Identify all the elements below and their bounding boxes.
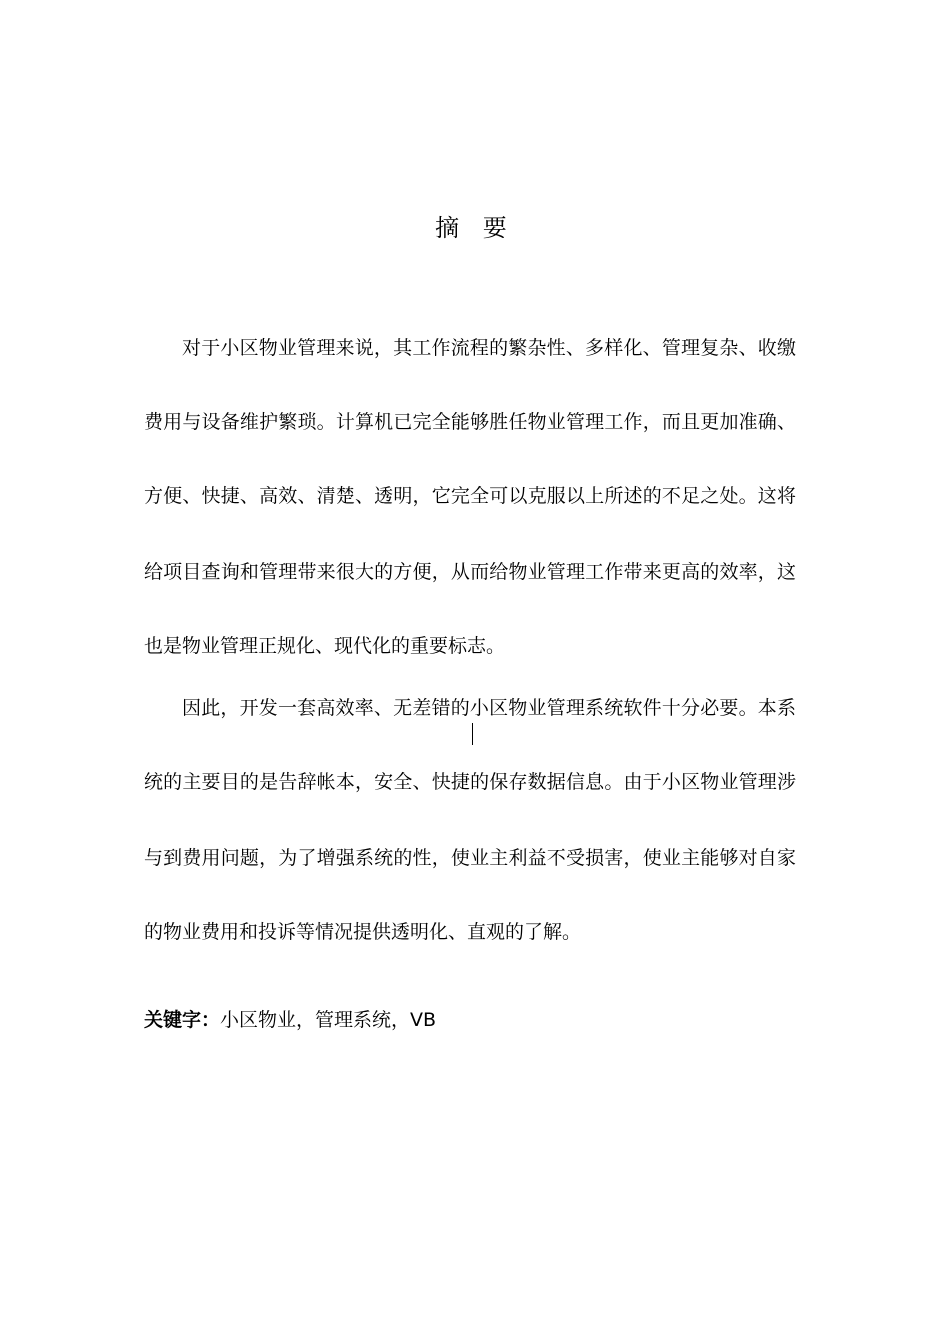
paragraph-1-line-1: 对于小区物业管理来说，其工作流程的繁杂性、多样化、管理复杂、收缴: [182, 337, 796, 359]
paragraph-1-line-3: 方便、快捷、高效、清楚、透明，它完全可以克服以上所述的不足之处。这将: [144, 485, 796, 507]
paragraph-1-line-4: 给项目查询和管理带来很大的方便，从而给物业管理工作带来更高的效率，这: [144, 561, 796, 583]
paragraph-2-line-4: 的物业费用和投诉等情况提供透明化、直观的了解。: [144, 921, 582, 943]
text-cursor: [472, 723, 473, 745]
paragraph-1-line-5: 也是物业管理正规化、现代化的重要标志。: [144, 635, 506, 657]
paragraph-2-line-2: 统的主要目的是告辞帐本，安全、快捷的保存数据信息。由于小区物业管理涉: [144, 771, 796, 793]
paragraph-1-line-2: 费用与设备维护繁琐。计算机已完全能够胜任物业管理工作，而且更加准确、: [144, 411, 796, 433]
keywords-value: 小区物业，管理系统，VB: [220, 1009, 437, 1031]
paragraph-2-line-1: 因此，开发一套高效率、无差错的小区物业管理系统软件十分必要。本系: [182, 697, 796, 719]
keywords-label: 关键字：: [144, 1009, 221, 1031]
paragraph-2-line-3: 与到费用问题，为了增强系统的性，使业主利益不受损害，使业主能够对自家: [144, 847, 796, 869]
keywords: [144, 1005, 436, 1035]
abstract-title: 摘 要: [435, 214, 515, 242]
